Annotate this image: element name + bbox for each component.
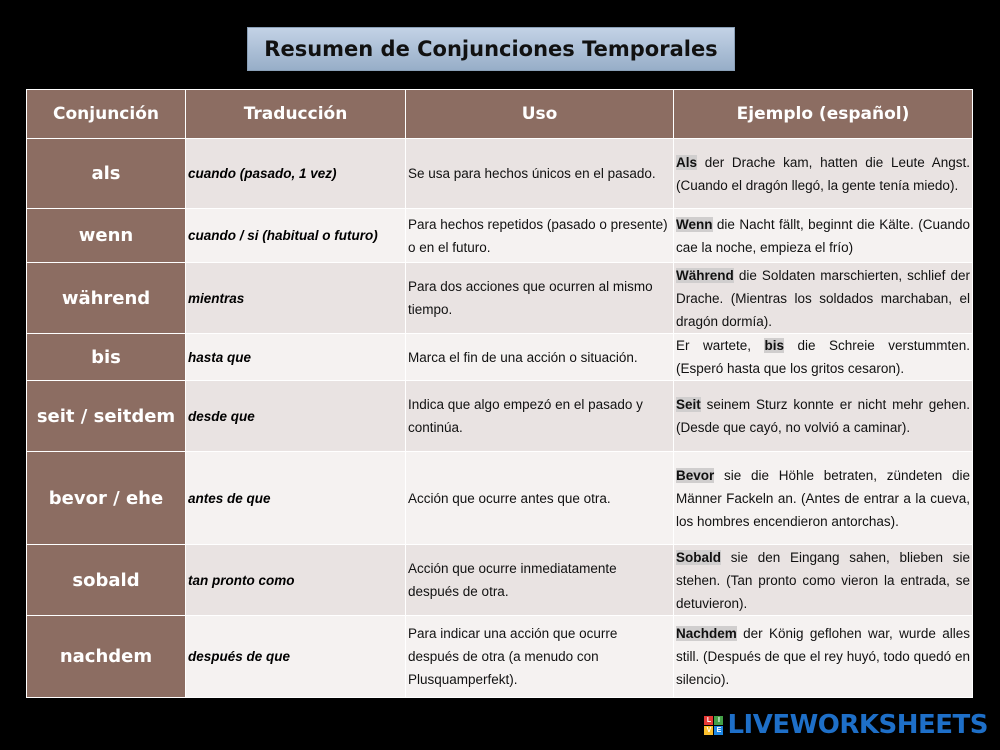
conjunction-cell: nachdem [27, 616, 186, 698]
logo-mark-letter: I [714, 716, 723, 725]
example-cell [674, 334, 973, 381]
example-post: seinem Sturz konnte er nicht mehr gehen. (Desde que cayó, no volvió a caminar). [676, 397, 970, 435]
translation-cell: cuando / si (habitual o futuro) [186, 209, 406, 263]
example-keyword: Seit [676, 397, 701, 412]
table-header-row [27, 90, 973, 139]
table-row [27, 616, 973, 698]
header-ejemplo: Ejemplo (español) [674, 90, 973, 139]
example-post: der Drache kam, hatten die Leute Angst. (Cuando el dragón llegó, la gente tenía miedo). [676, 154, 970, 193]
example-keyword: Wenn [676, 216, 713, 232]
conjunction-cell: bevor / ehe [27, 452, 186, 545]
example-cell [674, 545, 973, 616]
logo-mark-letter: V [704, 726, 713, 735]
conjunction-cell: seit / seitdem [27, 381, 186, 452]
example-post: sie den Eingang sahen, blieben sie stehen. (Tan pronto como vieron la entrada, se detuvieron). [676, 549, 970, 611]
table-row [27, 263, 973, 334]
example-keyword: bis [764, 338, 784, 353]
example-post: die Nacht fällt, beginnt die Kälte. (Cuando cae la noche, empieza el frío) [676, 216, 970, 255]
conjunction-cell: sobald [27, 545, 186, 616]
conjunction-cell: bis [27, 334, 186, 381]
table-row [27, 334, 973, 381]
usage-cell: Para indicar una acción que ocurre después de otra (a menudo con Plusquamperfekt). [406, 616, 674, 698]
example-cell [674, 209, 973, 263]
usage-cell: Acción que ocurre inmediatamente después de otra. [406, 545, 674, 616]
translation-cell: cuando (pasado, 1 vez) [186, 139, 406, 209]
example-keyword: Bevor [676, 467, 715, 483]
example-post: der König geflohen war, wurde alles still. (Después de que el rey huyó, todo quedó en silencio). [676, 626, 970, 687]
example-cell [674, 381, 973, 452]
conjunction-cell: wenn [27, 209, 186, 263]
logo-text: LIVEWORKSHEETS [727, 710, 988, 740]
translation-cell: hasta que [186, 334, 406, 381]
example-pre: Er wartete, [676, 338, 765, 353]
usage-cell: Para dos acciones que ocurren al mismo tiempo. [406, 263, 674, 334]
translation-cell: desde que [186, 381, 406, 452]
table-row [27, 381, 973, 452]
example-keyword: Während [676, 267, 734, 283]
table-row [27, 452, 973, 545]
header-traduccion: Traducción [186, 90, 406, 139]
logo-mark-letter: L [704, 716, 713, 725]
translation-cell: antes de que [186, 452, 406, 545]
conjunction-cell: als [27, 139, 186, 209]
conjunction-cell: während [27, 263, 186, 334]
liveworksheets-logo [704, 710, 988, 740]
example-cell [674, 263, 973, 334]
logo-mark-letter: E [714, 726, 723, 735]
header-uso: Uso [406, 90, 674, 139]
example-post: die Soldaten marschierten, schlief der Drache. (Mientras los soldados marchaban, el dragón dormía). [676, 267, 970, 329]
usage-cell: Se usa para hechos únicos en el pasado. [406, 139, 674, 209]
table-row [27, 545, 973, 616]
example-post: die Schreie verstummten. (Esperó hasta que los gritos cesaron). [676, 338, 970, 376]
table-body [27, 139, 973, 698]
translation-cell: tan pronto como [186, 545, 406, 616]
liveworksheets-mark-icon [704, 716, 723, 735]
table-row [27, 139, 973, 209]
usage-cell: Acción que ocurre antes que otra. [406, 452, 674, 545]
table-row [27, 209, 973, 263]
usage-cell: Para hechos repetidos (pasado o presente) o en el futuro. [406, 209, 674, 263]
example-cell [674, 452, 973, 545]
page-title: Resumen de Conjunciones Temporales [247, 27, 735, 71]
header-conjuncion: Conjunción [27, 90, 186, 139]
usage-cell: Indica que algo empezó en el pasado y continúa. [406, 381, 674, 452]
example-keyword: Als [676, 154, 698, 170]
example-cell [674, 139, 973, 209]
example-cell [674, 616, 973, 698]
example-keyword: Sobald [676, 549, 722, 565]
translation-cell: después de que [186, 616, 406, 698]
example-post: sie die Höhle betraten, zündeten die Männer Fackeln an. (Antes de entrar a la cueva, los hombres encendieron antorchas). [676, 467, 970, 529]
translation-cell: mientras [186, 263, 406, 334]
conjunctions-table [26, 89, 973, 698]
usage-cell: Marca el fin de una acción o situación. [406, 334, 674, 381]
example-keyword: Nachdem [676, 626, 737, 641]
